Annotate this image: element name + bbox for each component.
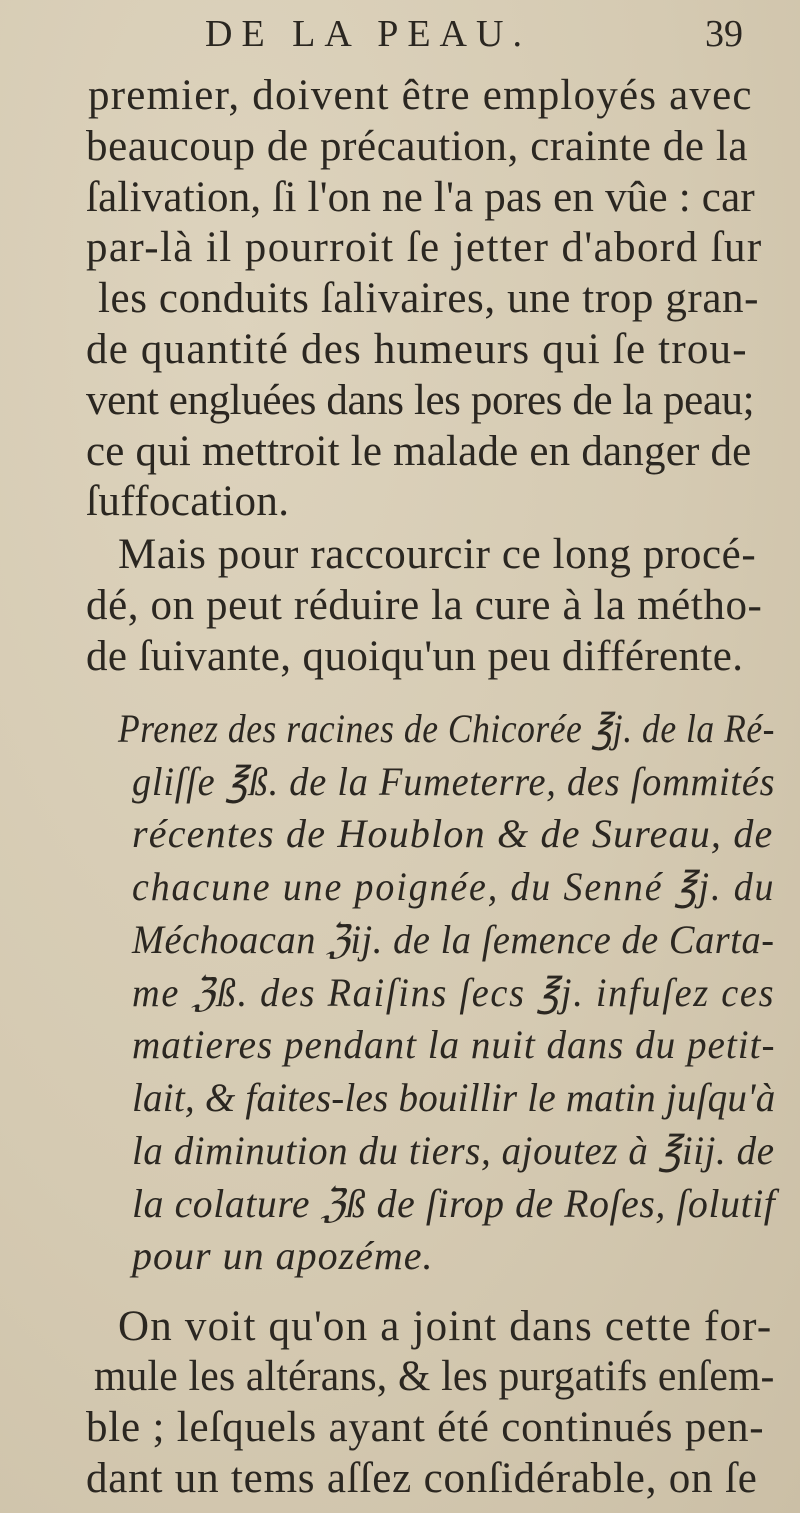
text-line: la colature ℨß de ſirop de Roſes, ſolutif (132, 1180, 776, 1226)
text-line: gliſſe ℥ß. de la Fumeterre, des ſommités (132, 758, 776, 804)
text-line: lait, & faites-les bouillir le matin juſqu'à (132, 1075, 776, 1121)
page-header (0, 10, 800, 58)
text-line: ſalivation, ſi l'on ne l'a pas en vûe : car (86, 173, 755, 221)
text-line: pour un apozéme. (132, 1233, 434, 1279)
text-line: de quantité des humeurs qui ſe trou- (86, 325, 748, 373)
text-line: dant un tems aſſez conſidérable, on ſe (86, 1455, 758, 1502)
text-line: ſuffocation. (86, 478, 290, 526)
text-line: premier, doivent être employés avec (88, 72, 753, 119)
text-line: récentes de Houblon & de Sureau, de (132, 811, 774, 857)
text-line: les conduits ſalivaires, une trop gran- (98, 275, 760, 323)
text-line: matieres pendant la nuit dans du petit- (132, 1022, 776, 1068)
text-line: vent engluées dans les pores de la peau; (86, 376, 755, 424)
text-line: par-là il pourroit ſe jetter d'abord ſur (86, 224, 763, 272)
text-line: dé, on peut réduire la cure à la métho- (86, 581, 763, 629)
page-number: 39 (705, 13, 743, 55)
text-line: On voit qu'on a joint dans cette for- (118, 1302, 773, 1350)
text-line: Prenez des racines de Chicorée ℥j. de la Ré- (118, 705, 776, 751)
text-line: chacune une poignée, du Senné ℥j. du (132, 864, 776, 910)
text-line: de ſuivante, quoiqu'un peu différente. (86, 632, 744, 680)
text-line: beaucoup de précaution, crainte de la (86, 122, 749, 170)
text-line: ce qui mettroit le malade en danger de (86, 427, 752, 475)
running-title: DE LA PEAU. (205, 13, 531, 55)
text-line: Mais pour raccourcir ce long procé- (118, 531, 757, 579)
text-line: ble ; leſquels ayant été continués pen- (86, 1404, 765, 1452)
text-line: mule les altérans, & les purgatifs enſem- (94, 1353, 775, 1401)
text-line: me ℨß. des Raiſins ſecs ℥j. infuſez ces (132, 969, 776, 1015)
text-line: Méchoacan ℨij. de la ſemence de Carta- (132, 916, 775, 962)
text-line: la diminution du tiers, ajoutez à ℥iij. de (132, 1127, 775, 1173)
